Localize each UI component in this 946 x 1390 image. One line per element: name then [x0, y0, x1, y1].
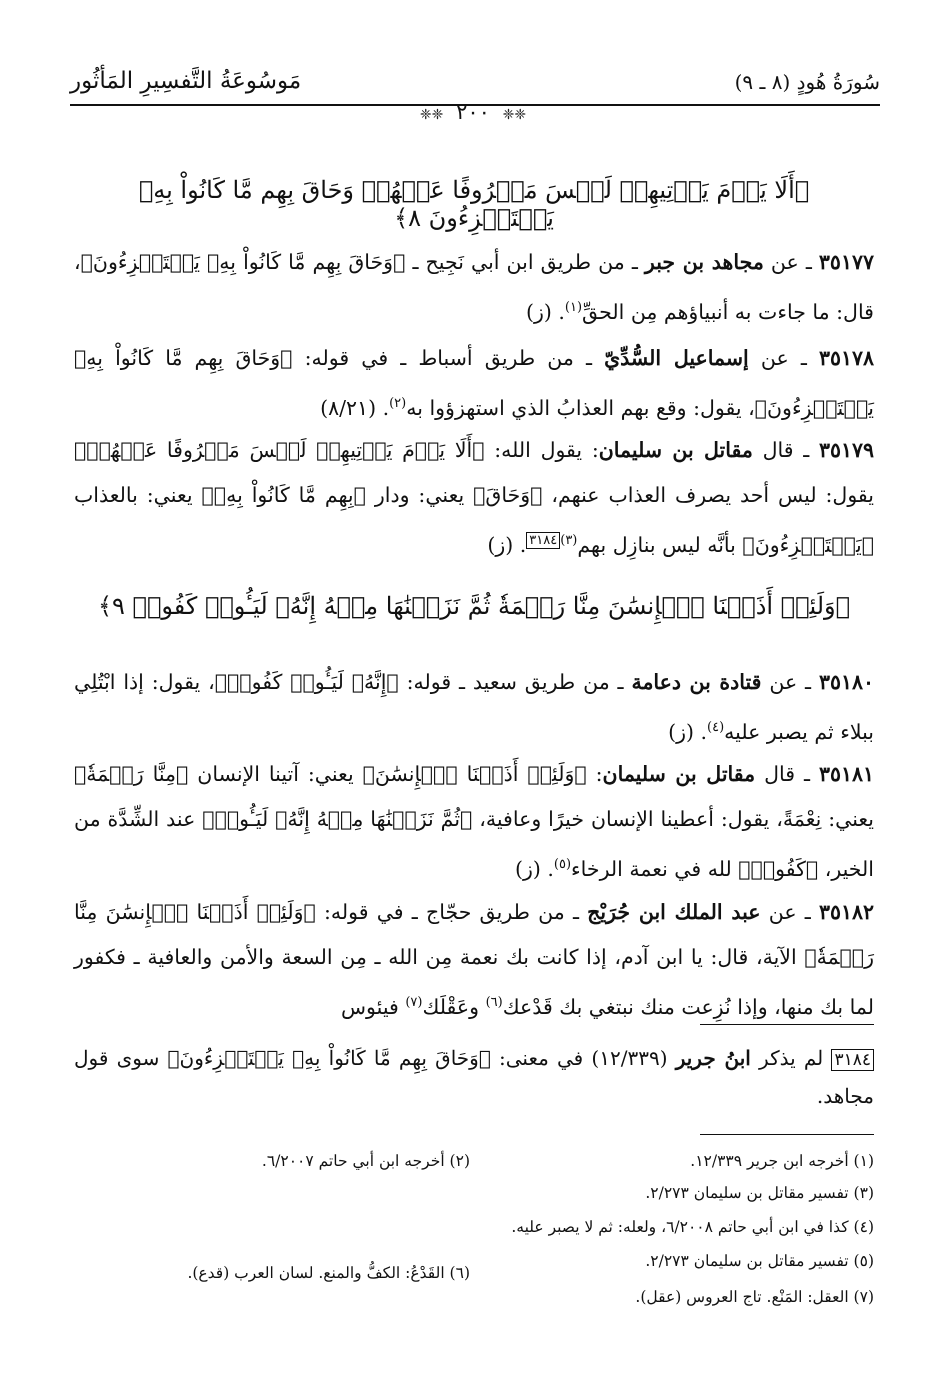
- book-title: مَوسُوعَةُ التَّفسِيرِ المَأثُور: [70, 68, 302, 94]
- narration-35179: [74, 428, 874, 568]
- narration-text: ـ من طريق حجّاج ـ في قوله: ﴿وَلَئِنۡ أَذَقۡنَا ٱلۡإِنسَٰنَ مِنَّا رَحۡمَةٗ﴾ الآية، قال: يا ابن آدم، إذا كانت بك نعمة مِن الله ـ مِن السعة والأمن والعافية ـ فكفور لما بك منها، وإذا نُزِعت منك نبتغي بك قَدْعك: [74, 900, 874, 1019]
- narration-text: ـ من طريق ابن أبي نَجِيح ـ ﴿وَحَاقَ بِهِم مَّا كَانُواْ بِهِۦ يَسۡتَهۡزِءُونَ﴾، قال: ما جاءت به أنبياؤهم مِن الحقِّ: [74, 250, 874, 324]
- note-number-box: ٣١٨٤: [831, 1049, 874, 1071]
- footnote-3: (٣) تفسير مقاتل بن سليمان ٢/٢٧٣.: [645, 1184, 874, 1202]
- quran-verse-8: ﴿أَلَا يَوۡمَ يَأۡتِيهِمۡ لَيۡسَ مَصۡرُوفًا عَنۡهُمۡ وَحَاقَ بِهِم مَّا كَانُواْ بِهِۦ يَسۡتَهۡزِءُونَ ٨﴾: [138, 176, 810, 232]
- source-code: . (ز): [668, 719, 708, 744]
- narrator-name: قتادة بن دعامة: [631, 670, 762, 694]
- footnote-4: (٤) كذا في ابن أبي حاتم ٦/٢٠٠٨، ولعله: ثم لا يصبر عليه.: [511, 1218, 874, 1236]
- footnote-7: (٧) العقل: المَنْع. تاج العروس (عقل).: [635, 1288, 874, 1306]
- footnote-5: (٥) تفسير مقاتل بن سليمان ٢/٢٧٣.: [645, 1252, 874, 1270]
- footnote-1: (١) أخرجه ابن جرير ١٢/٣٣٩.: [690, 1152, 874, 1170]
- narration-number: ٣٥١٨١: [818, 762, 874, 786]
- surah-title: سُورَةُ هُودٍ (٨ ـ ٩): [734, 70, 880, 94]
- page-number-row: [0, 100, 946, 124]
- footnote-ref: (٥): [553, 857, 572, 872]
- narration-text: : ﴿وَلَئِنۡ أَذَقۡنَا ٱلۡإِنسَٰنَ﴾ يعني: آتينا الإنسان ﴿مِنَّا رَحۡمَةٗ﴾ يعني: نِعْمَةً، يقول: أعطينا الإنسان خيرًا وعافية، ﴿ثُمَّ نَزَعۡنَٰهَا مِنۡهُ إِنَّهُۥ لَيَـُٔوسٞ﴾ عند الشِّدَّة من الخير، ﴿كَفُورٞ﴾ لله في نعمة الرخاء: [74, 762, 874, 881]
- source-code: . (٨/٢١): [320, 395, 390, 420]
- ornament-icon: ❈❈: [419, 107, 444, 123]
- note-text-cont: (١٢/٣٣٩) في معنى: ﴿وَحَاقَ بِهِم مَّا كَانُواْ بِهِۦ يَسۡتَهۡزِءُونَ﴾ سوى قول مجاهد.: [74, 1046, 874, 1108]
- narration-35182: [74, 890, 874, 1030]
- narration-number: ٣٥١٧٧: [818, 250, 874, 274]
- ornament-icon: ❈❈: [502, 107, 527, 123]
- footnote-ref: (١): [564, 300, 583, 315]
- narration-35177: [74, 240, 874, 335]
- footnote-ref: (٣): [560, 533, 578, 548]
- narration-tail: فيئوس: [341, 994, 406, 1019]
- narration-35181: [74, 752, 874, 892]
- source-code: . (ز): [487, 532, 527, 557]
- narration-lead: ـ قال: [755, 762, 819, 786]
- editorial-note: [74, 1040, 874, 1114]
- narration-lead: ـ عن: [763, 250, 819, 274]
- narration-lead: ـ عن: [760, 900, 819, 924]
- quran-verse-9: ﴿وَلَئِنۡ أَذَقۡنَا ٱلۡإِنسَٰنَ مِنَّا رَحۡمَةٗ ثُمَّ نَزَعۡنَٰهَا مِنۡهُ إِنَّهُۥ لَيَـُٔوسٞ كَفُورٞ ٩﴾: [97, 592, 851, 620]
- note-text: لم يذكر: [750, 1046, 832, 1070]
- note-separator: [700, 1024, 874, 1025]
- narrator-name: إسماعيل السُّدِّيّ: [604, 346, 749, 370]
- narration-number: ٣٥١٨٢: [818, 900, 874, 924]
- page-number: ٢٠٠: [456, 100, 490, 124]
- narration-number: ٣٥١٧٩: [818, 438, 875, 462]
- narration-number: ٣٥١٨٠: [818, 670, 874, 694]
- footnote-ref: (٢): [389, 396, 407, 411]
- narrator-name: مجاهد بن جبر: [644, 250, 764, 274]
- note-box-ref: ٣١٨٤: [526, 532, 560, 549]
- source-code: . (ز): [525, 299, 565, 324]
- narrator-name: عبد الملك ابن جُرَيْج: [587, 900, 761, 924]
- narration-35178: [74, 336, 874, 431]
- narrator-name: مقاتل بن سليمان: [602, 762, 756, 786]
- narration-35180: [74, 660, 874, 755]
- note-author: ابنُ جرير: [675, 1046, 751, 1070]
- footnote-ref: (٧): [405, 995, 423, 1010]
- narrator-name: مقاتل بن سليمان: [598, 438, 753, 462]
- narration-number: ٣٥١٧٨: [818, 346, 874, 370]
- narration-lead: ـ عن: [761, 670, 819, 694]
- narration-text: ـ من طريق سعيد ـ قوله: ﴿إِنَّهُۥ لَيَـُٔوسٞ كَفُورٞ﴾، يقول: إذا ابْتُلِي ببلاء ثم يصبر عليه: [74, 670, 874, 744]
- narration-text: ـ من طريق أسباط ـ في قوله: ﴿وَحَاقَ بِهِم مَّا كَانُواْ بِهِۦ يَسۡتَهۡزِءُونَ﴾، يقول: وقع بهم العذابُ الذي استهزؤوا به: [74, 346, 874, 420]
- narration-text-cont: وعَقْلَك: [422, 994, 486, 1019]
- source-code: . (ز): [514, 856, 554, 881]
- narration-lead: ـ قال: [752, 438, 819, 462]
- footnote-separator: [700, 1134, 874, 1135]
- footnote-2: (٢) أخرجه ابن أبي حاتم ٦/٢٠٠٧.: [261, 1152, 470, 1170]
- footnote-6: (٦) القَدْعُ: الكفُّ والمنع. لسان العرب (قدع).: [187, 1264, 470, 1282]
- narration-lead: ـ عن: [748, 346, 819, 370]
- narration-text: : يقول الله: ﴿أَلَا يَوۡمَ يَأۡتِيهِمۡ لَيۡسَ مَصۡرُوفًا عَنۡهُمۡ﴾ يقول: ليس أحد يصرف العذاب عنهم، ﴿وَحَاقَ﴾ يعني: ودار ﴿بِهِم مَّا كَانُواْ بِهِۦ﴾ يعني: بالعذاب ﴿يَسۡتَهۡزِءُونَ﴾ بأنَّه ليس بنازِل بهم: [74, 438, 874, 557]
- footnote-ref: (٦): [485, 995, 503, 1010]
- footnote-ref: (٤): [707, 720, 725, 735]
